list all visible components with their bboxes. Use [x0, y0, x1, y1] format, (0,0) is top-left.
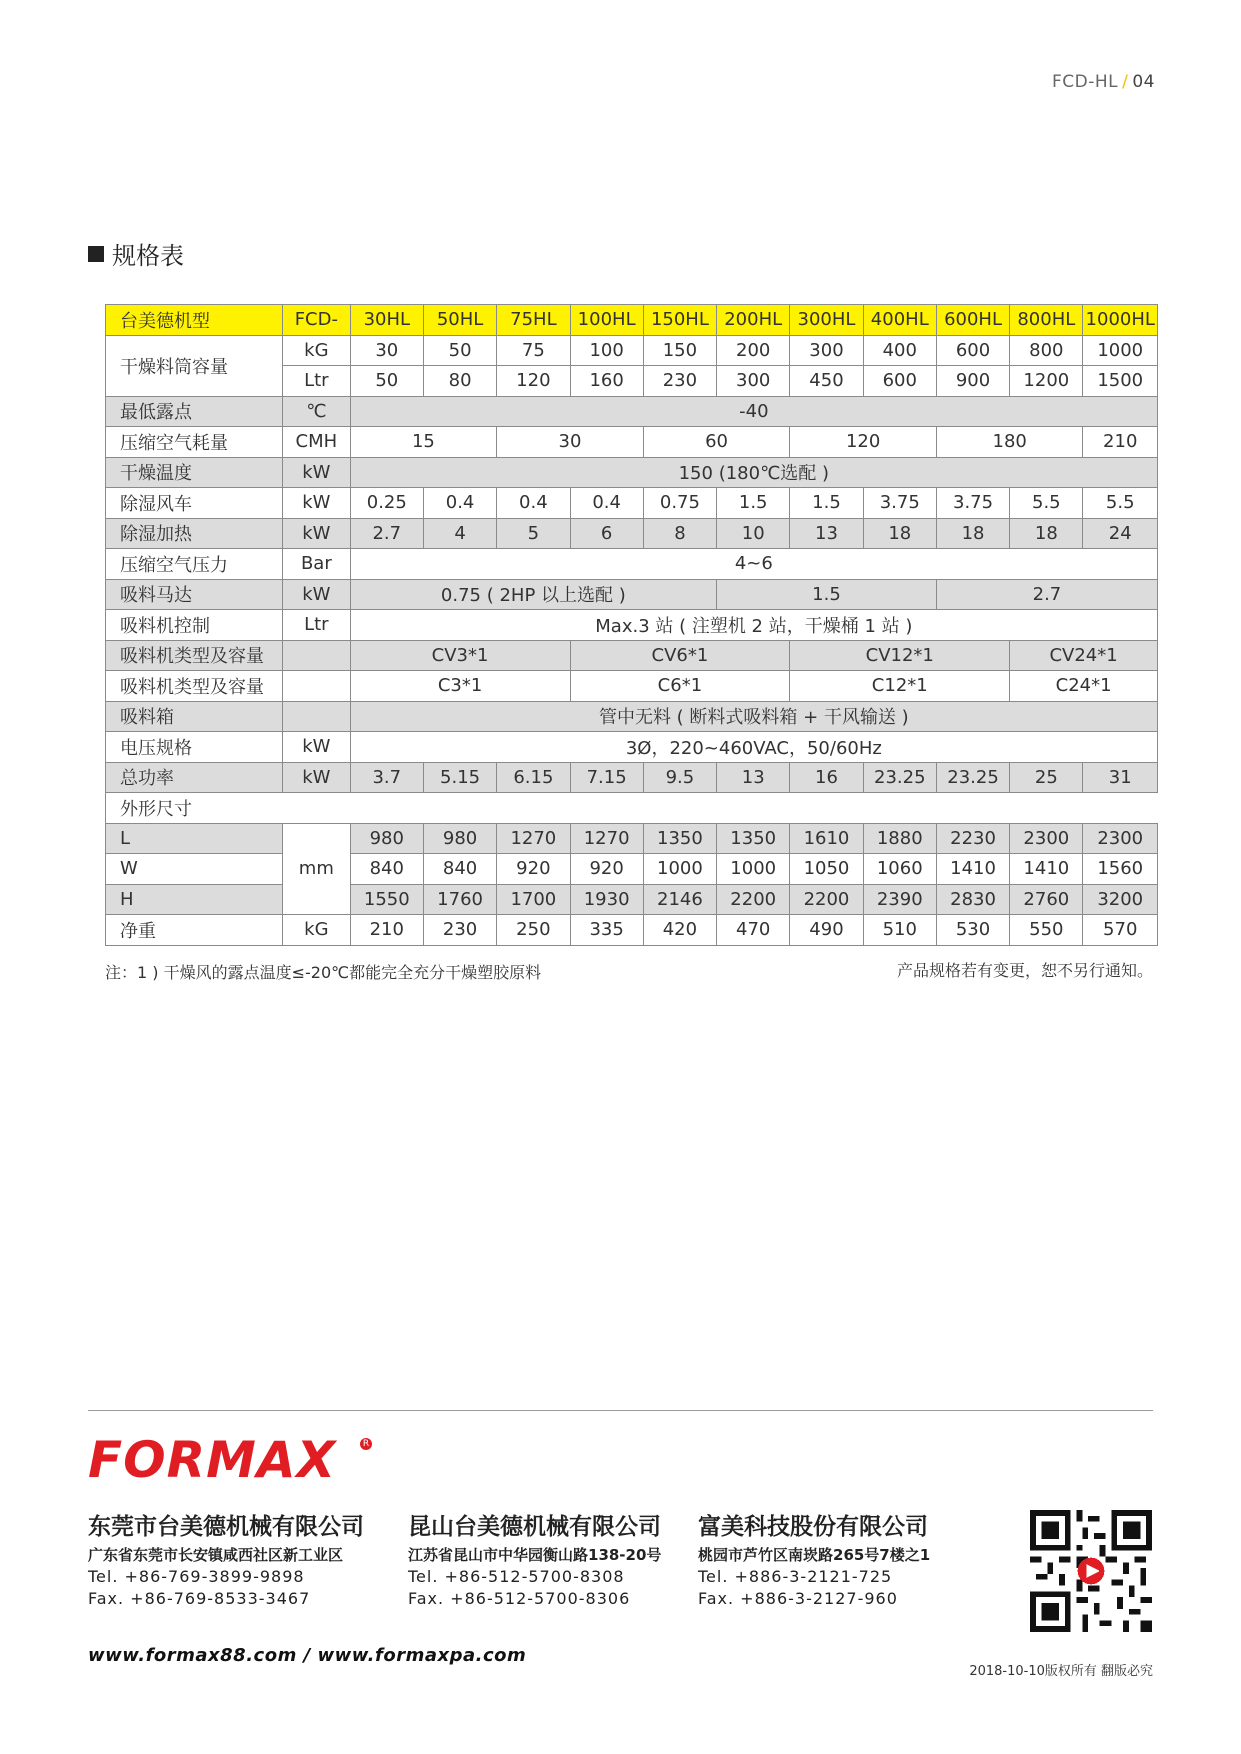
value-cell: 1760 — [423, 884, 496, 915]
value-cell: 840 — [350, 854, 423, 885]
company-tel: Tel. +86-512-5700-8308 — [408, 1567, 625, 1586]
value-cell: 4 — [423, 518, 496, 549]
header-cell: 75HL — [497, 305, 570, 336]
unit-cell: kW — [283, 579, 351, 610]
value-cell: 300 — [790, 335, 863, 366]
page-tag-separator: / — [1122, 72, 1129, 92]
table-row-dimensions-title — [106, 793, 1158, 824]
table-row-total-power — [106, 762, 1158, 793]
value-cell: 2300 — [1083, 823, 1158, 854]
value-cell: 50 — [350, 366, 423, 397]
value-cell: 9.5 — [643, 762, 716, 793]
row-label: L — [106, 823, 283, 854]
value-cell: 1200 — [1010, 366, 1083, 397]
value-cell: 18 — [936, 518, 1009, 549]
footer-divider — [88, 1410, 1153, 1411]
unit-cell: kG — [283, 915, 351, 946]
company-address: 江苏省昆山市中华园衡山路138-20号 — [408, 1546, 662, 1564]
table-row-dew-point — [106, 396, 1158, 427]
value-cell: 150 — [643, 335, 716, 366]
page-tag — [1052, 72, 1155, 92]
company-tel: Tel. +886-3-2121-725 — [698, 1567, 893, 1586]
value-cell: 0.75 ( 2HP 以上选配 ) — [350, 579, 716, 610]
unit-cell: kW — [283, 732, 351, 763]
row-label: 吸料箱 — [106, 701, 283, 732]
value-cell: 1060 — [863, 854, 936, 885]
value-cell: 2230 — [936, 823, 1009, 854]
row-label: 吸料机控制 — [106, 610, 283, 641]
table-row-loader-type-cv — [106, 640, 1158, 671]
unit-cell: mm — [283, 823, 351, 915]
value-cell: CV6*1 — [570, 640, 790, 671]
value-cell: 0.4 — [497, 488, 570, 519]
value-cell: 2146 — [643, 884, 716, 915]
value-cell: 13 — [790, 518, 863, 549]
value-cell: Max.3 站 ( 注塑机 2 站，干燥桶 1 站 ) — [350, 610, 1157, 641]
unit-cell: kG — [283, 335, 351, 366]
company-block-taoyuan — [698, 1512, 930, 1610]
header-cell: 50HL — [423, 305, 496, 336]
unit-cell: Bar — [283, 549, 351, 580]
value-cell: 100 — [570, 335, 643, 366]
value-cell: 1.5 — [717, 488, 790, 519]
value-cell: 30 — [497, 427, 644, 458]
value-cell: C3*1 — [350, 671, 570, 702]
value-cell: 3.75 — [863, 488, 936, 519]
value-cell: C6*1 — [570, 671, 790, 702]
value-cell: 1000 — [717, 854, 790, 885]
value-cell: 250 — [497, 915, 570, 946]
value-cell: 150 (180℃选配 ) — [350, 457, 1157, 488]
company-name: 富美科技股份有限公司 — [698, 1514, 928, 1540]
disclaimer-note: 产品规格若有变更，恕不另行通知。 — [896, 961, 1153, 980]
value-cell: 8 — [643, 518, 716, 549]
company-address: 广东省东莞市长安镇咸西社区新工业区 — [88, 1546, 344, 1564]
row-label: 外形尺寸 — [106, 793, 1158, 824]
table-row-loader-motor — [106, 579, 1158, 610]
value-cell: 1000 — [1083, 335, 1158, 366]
value-cell: CV12*1 — [790, 640, 1010, 671]
unit-cell: CMH — [283, 427, 351, 458]
company-fax: Fax. +86-769-8533-3467 — [88, 1589, 311, 1608]
value-cell: 5.5 — [1083, 488, 1158, 519]
row-label: 电压规格 — [106, 732, 283, 763]
row-label: 吸料马达 — [106, 579, 283, 610]
value-cell: -40 — [350, 396, 1157, 427]
value-cell: 2300 — [1010, 823, 1083, 854]
header-cell: 1000HL — [1083, 305, 1158, 336]
unit-cell: Ltr — [283, 366, 351, 397]
value-cell: 6 — [570, 518, 643, 549]
value-cell: C24*1 — [1010, 671, 1158, 702]
value-cell: 2760 — [1010, 884, 1083, 915]
header-cell: FCD- — [283, 305, 351, 336]
header-cell: 800HL — [1010, 305, 1083, 336]
value-cell: 200 — [717, 335, 790, 366]
row-label: 最低露点 — [106, 396, 283, 427]
value-cell: 3Ø，220~460VAC，50/60Hz — [350, 732, 1157, 763]
unit-cell: kW — [283, 762, 351, 793]
value-cell: 3.75 — [936, 488, 1009, 519]
company-fax: Fax. +886-3-2127-960 — [698, 1589, 898, 1608]
value-cell: 1.5 — [790, 488, 863, 519]
value-cell: 1050 — [790, 854, 863, 885]
footnote: 注：1 ) 干燥风的露点温度≤-20℃都能完全充分干燥塑胶原料 — [105, 963, 542, 982]
table-row-loader-control — [106, 610, 1158, 641]
table-header-row — [106, 305, 1158, 336]
value-cell: 980 — [350, 823, 423, 854]
value-cell: 1350 — [643, 823, 716, 854]
section-title-text: 规格表 — [112, 242, 184, 270]
value-cell: 60 — [643, 427, 790, 458]
value-cell: 1880 — [863, 823, 936, 854]
copyright-notice: 2018-10-10版权所有 翻版必究 — [969, 1664, 1153, 1679]
value-cell: 1930 — [570, 884, 643, 915]
value-cell: 2830 — [936, 884, 1009, 915]
logo-wordmark: FORMAX — [88, 1431, 337, 1489]
table-row-blower — [106, 488, 1158, 519]
value-cell: 600 — [936, 335, 1009, 366]
company-fax: Fax. +86-512-5700-8306 — [408, 1589, 631, 1608]
value-cell: 420 — [643, 915, 716, 946]
table-row-air-pressure — [106, 549, 1158, 580]
value-cell: 5 — [497, 518, 570, 549]
value-cell: 1.5 — [717, 579, 937, 610]
header-cell: 400HL — [863, 305, 936, 336]
value-cell: 2.7 — [936, 579, 1157, 610]
value-cell: 450 — [790, 366, 863, 397]
value-cell: 6.15 — [497, 762, 570, 793]
row-label: 除湿加热 — [106, 518, 283, 549]
value-cell: 1000 — [643, 854, 716, 885]
value-cell: 30 — [350, 335, 423, 366]
value-cell: 230 — [423, 915, 496, 946]
table-row-hopper — [106, 701, 1158, 732]
row-label: 干燥料筒容量 — [106, 335, 283, 396]
page-number: 04 — [1132, 72, 1155, 92]
value-cell: 920 — [497, 854, 570, 885]
value-cell: 1270 — [497, 823, 570, 854]
value-cell: C12*1 — [790, 671, 1010, 702]
value-cell: 16 — [790, 762, 863, 793]
table-row-dim-l — [106, 823, 1158, 854]
row-label: 净重 — [106, 915, 283, 946]
row-label: 吸料机类型及容量 — [106, 640, 283, 671]
value-cell: 1410 — [936, 854, 1009, 885]
unit-cell: Ltr — [283, 610, 351, 641]
company-address: 桃园市芦竹区南崁路265号7楼之1 — [698, 1546, 931, 1564]
header-cell: 150HL — [643, 305, 716, 336]
table-row-air-consumption — [106, 427, 1158, 458]
table-row-dry-temp — [106, 457, 1158, 488]
value-cell: 3200 — [1083, 884, 1158, 915]
value-cell: 530 — [936, 915, 1009, 946]
value-cell: 180 — [936, 427, 1083, 458]
value-cell: 920 — [570, 854, 643, 885]
value-cell: 1500 — [1083, 366, 1158, 397]
value-cell: 5.5 — [1010, 488, 1083, 519]
table-row-heater — [106, 518, 1158, 549]
website-links[interactable]: www.formax88.com / www.formaxpa.com — [88, 1645, 527, 1666]
value-cell: 管中无料 ( 断料式吸料箱 + 干风输送 ) — [350, 701, 1157, 732]
section-title — [88, 236, 184, 271]
value-cell: 1560 — [1083, 854, 1158, 885]
value-cell: 1270 — [570, 823, 643, 854]
value-cell: 2.7 — [350, 518, 423, 549]
value-cell: 23.25 — [936, 762, 1009, 793]
value-cell: 0.75 — [643, 488, 716, 519]
header-cell: 台美德机型 — [106, 305, 283, 336]
square-bullet-icon — [88, 246, 104, 262]
value-cell: 120 — [497, 366, 570, 397]
header-cell: 30HL — [350, 305, 423, 336]
value-cell: 980 — [423, 823, 496, 854]
value-cell: 4~6 — [350, 549, 1157, 580]
value-cell: 10 — [717, 518, 790, 549]
value-cell: 0.4 — [570, 488, 643, 519]
value-cell: 15 — [350, 427, 497, 458]
unit-cell: kW — [283, 518, 351, 549]
unit-cell: ℃ — [283, 396, 351, 427]
value-cell: 18 — [863, 518, 936, 549]
value-cell: 550 — [1010, 915, 1083, 946]
table-row-dim-h — [106, 884, 1158, 915]
row-label: 总功率 — [106, 762, 283, 793]
value-cell: 335 — [570, 915, 643, 946]
row-label: H — [106, 884, 283, 915]
spec-table — [105, 304, 1158, 946]
row-label: 干燥温度 — [106, 457, 283, 488]
value-cell: 1350 — [717, 823, 790, 854]
value-cell: 1550 — [350, 884, 423, 915]
value-cell: 210 — [350, 915, 423, 946]
header-cell: 100HL — [570, 305, 643, 336]
table-row-capacity-kg — [106, 335, 1158, 366]
value-cell: 490 — [790, 915, 863, 946]
value-cell: 31 — [1083, 762, 1158, 793]
company-name: 东莞市台美德机械有限公司 — [88, 1514, 364, 1540]
row-label: 吸料机类型及容量 — [106, 671, 283, 702]
company-name: 昆山台美德机械有限公司 — [408, 1514, 661, 1540]
value-cell: 470 — [717, 915, 790, 946]
row-label: 压缩空气压力 — [106, 549, 283, 580]
value-cell: 24 — [1083, 518, 1158, 549]
unit-cell — [283, 701, 351, 732]
value-cell: 75 — [497, 335, 570, 366]
value-cell: 2390 — [863, 884, 936, 915]
header-cell: 600HL — [936, 305, 1009, 336]
row-label: W — [106, 854, 283, 885]
company-block-kunshan — [408, 1512, 661, 1610]
value-cell: 13 — [717, 762, 790, 793]
row-label: 除湿风车 — [106, 488, 283, 519]
value-cell: 300 — [717, 366, 790, 397]
value-cell: 600 — [863, 366, 936, 397]
table-row-dim-w — [106, 854, 1158, 885]
unit-cell: kW — [283, 488, 351, 519]
value-cell: 510 — [863, 915, 936, 946]
value-cell: 800 — [1010, 335, 1083, 366]
value-cell: 2200 — [790, 884, 863, 915]
value-cell: 5.15 — [423, 762, 496, 793]
doc-code: FCD-HL — [1051, 72, 1119, 92]
value-cell: CV3*1 — [350, 640, 570, 671]
value-cell: 230 — [643, 366, 716, 397]
company-tel: Tel. +86-769-3899-9898 — [88, 1567, 305, 1586]
value-cell: 3.7 — [350, 762, 423, 793]
value-cell: 900 — [936, 366, 1009, 397]
header-cell: 200HL — [717, 305, 790, 336]
value-cell: 120 — [790, 427, 937, 458]
value-cell: 50 — [423, 335, 496, 366]
registered-mark-icon: R — [360, 1438, 372, 1450]
header-cell: 300HL — [790, 305, 863, 336]
value-cell: 160 — [570, 366, 643, 397]
value-cell: 0.4 — [423, 488, 496, 519]
value-cell: 0.25 — [350, 488, 423, 519]
table-row-voltage — [106, 732, 1158, 763]
table-row-net-weight — [106, 915, 1158, 946]
value-cell: 840 — [423, 854, 496, 885]
value-cell: 7.15 — [570, 762, 643, 793]
value-cell: 80 — [423, 366, 496, 397]
unit-cell — [283, 640, 351, 671]
company-block-dongguan — [88, 1512, 364, 1610]
row-label: 压缩空气耗量 — [106, 427, 283, 458]
value-cell: 23.25 — [863, 762, 936, 793]
unit-cell: kW — [283, 457, 351, 488]
value-cell: 210 — [1083, 427, 1158, 458]
table-row-loader-type-c — [106, 671, 1158, 702]
value-cell: 570 — [1083, 915, 1158, 946]
value-cell: 18 — [1010, 518, 1083, 549]
qr-code-icon — [1030, 1510, 1152, 1632]
unit-cell — [283, 671, 351, 702]
value-cell: 400 — [863, 335, 936, 366]
formax-logo — [88, 1432, 378, 1488]
value-cell: 1700 — [497, 884, 570, 915]
value-cell: 25 — [1010, 762, 1083, 793]
value-cell: 1610 — [790, 823, 863, 854]
value-cell: 1410 — [1010, 854, 1083, 885]
value-cell: 2200 — [717, 884, 790, 915]
value-cell: CV24*1 — [1010, 640, 1158, 671]
